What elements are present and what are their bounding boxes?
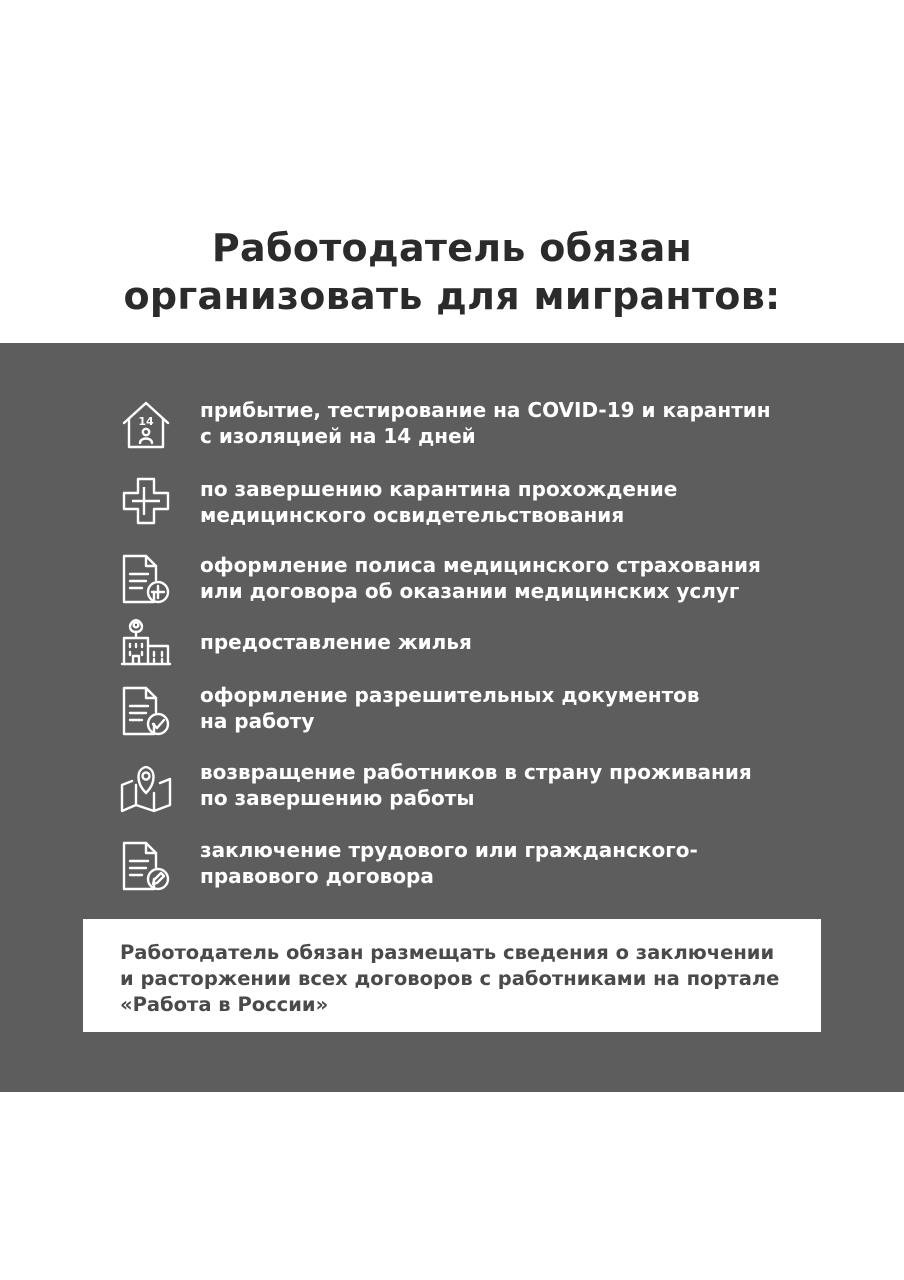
- list-item-line: с изоляцией на 14 дней: [200, 424, 476, 448]
- document-sign-icon: [118, 839, 174, 895]
- list-item-text: [200, 629, 820, 655]
- list-item-text: [200, 397, 820, 449]
- list-item-arrival-quarantine: [118, 397, 818, 453]
- list-item-line: по завершению карантина прохождение: [200, 477, 678, 501]
- list-item-line: оформление разрешительных документов: [200, 683, 700, 707]
- note-line: «Работа в России»: [120, 993, 329, 1016]
- list-item-insurance: [118, 552, 818, 608]
- title-line-1: Работодатель обязан: [211, 226, 693, 270]
- list-item-line: прибытие, тестирование на COVID-19 и карантин: [200, 398, 771, 422]
- building-location-icon: [118, 616, 174, 672]
- list-item-line: оформление полиса медицинского страхования: [200, 553, 761, 577]
- list-item-line: или договора об оказании медицинских услуг: [200, 579, 740, 603]
- list-item-text: [200, 837, 820, 889]
- document-plus-icon: [118, 552, 174, 608]
- list-item-line: правового договора: [200, 864, 434, 888]
- svg-text:14: 14: [138, 415, 154, 428]
- list-item-text: [200, 552, 820, 604]
- list-item-text: [200, 476, 820, 528]
- list-item-line: медицинского освидетельствования: [200, 503, 625, 527]
- list-item-contract: [118, 837, 818, 893]
- list-item-line: предоставление жилья: [200, 630, 472, 654]
- list-item-text: [200, 682, 820, 734]
- document-check-icon: [118, 684, 174, 740]
- page-title: [0, 224, 904, 320]
- list-item-line: заключение трудового или гражданского-: [200, 838, 698, 862]
- list-item-line: на работу: [200, 709, 315, 733]
- portal-note-box: [83, 919, 821, 1032]
- portal-note-text: [120, 940, 810, 1018]
- house-quarantine-14-icon: [118, 397, 174, 453]
- list-item-medical-exam: [118, 476, 818, 532]
- list-item-text: [200, 759, 820, 811]
- list-item-line: по завершению работы: [200, 786, 475, 810]
- list-item-housing: [118, 616, 818, 672]
- list-item-line: возвращение работников в страну проживания: [200, 760, 752, 784]
- note-line: и расторжении всех договоров с работниками на портале: [120, 967, 780, 990]
- note-line: Работодатель обязан размещать сведения о заключении: [120, 941, 775, 964]
- medical-cross-icon: [118, 473, 174, 529]
- map-pin-icon: [118, 761, 174, 817]
- title-line-2: организовать для мигрантов:: [123, 274, 781, 318]
- list-item-return-home: [118, 759, 818, 815]
- list-item-work-permits: [118, 682, 818, 738]
